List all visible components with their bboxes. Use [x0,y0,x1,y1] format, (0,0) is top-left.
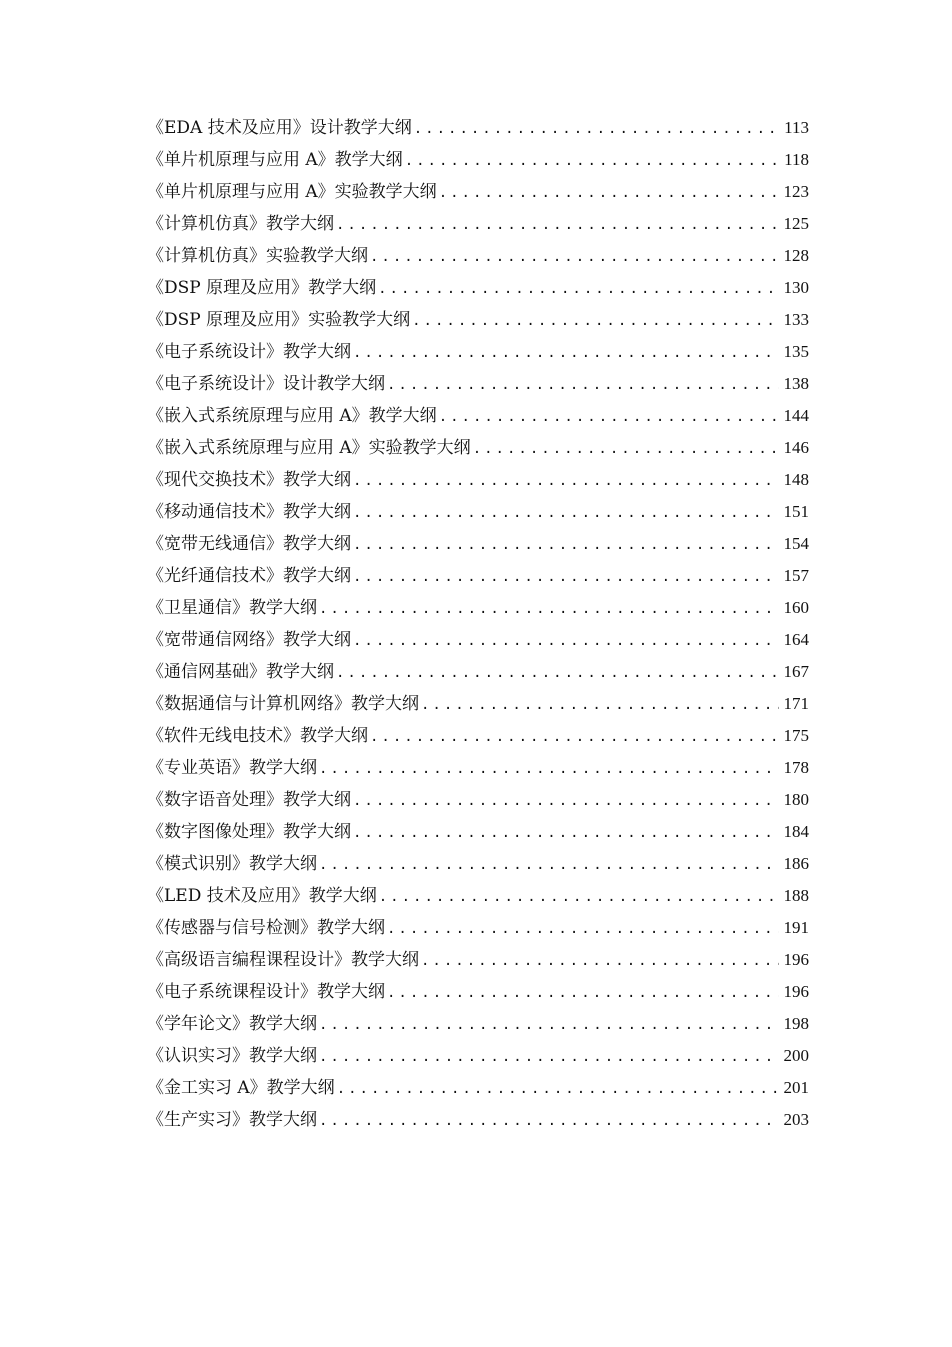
toc-entry-title: 《计算机仿真》实验教学大纲 [147,246,368,266]
toc-entry[interactable] [147,144,809,176]
toc-entry[interactable] [147,1104,809,1136]
toc-entry-title: 《电子系统设计》设计教学大纲 [147,374,385,394]
toc-page-number: 160 [783,598,809,617]
toc-entry[interactable] [147,1008,809,1040]
toc-page-number: 113 [784,118,809,137]
toc-page-number: 151 [783,502,809,521]
toc-dot-leader [353,785,779,817]
toc-entry[interactable] [147,688,809,720]
toc-dot-leader [353,625,779,657]
toc-page-number: 123 [783,182,809,201]
toc-entry[interactable] [147,1040,809,1072]
toc-entry-title: 《EDA 技术及应用》设计教学大纲 [147,118,412,138]
toc-page-number: 175 [783,726,809,745]
toc-entry[interactable] [147,816,809,848]
toc-page-number: 138 [783,374,809,393]
toc-entry[interactable] [147,464,809,496]
toc-dot-leader [421,945,779,977]
toc-page-number: 157 [783,566,809,585]
toc-entry[interactable] [147,112,809,144]
toc-page-number: 200 [783,1046,809,1065]
toc-page-number: 186 [783,854,809,873]
toc-page-number: 164 [783,630,809,649]
toc-dot-leader [378,273,779,305]
toc-entry-title: 《数字图像处理》教学大纲 [147,822,351,842]
toc-dot-leader [439,177,779,209]
toc-page-number: 135 [783,342,809,361]
toc-entry[interactable] [147,176,809,208]
toc-page-number: 198 [783,1014,809,1033]
toc-page-number: 184 [783,822,809,841]
toc-entry-title: 《宽带无线通信》教学大纲 [147,534,351,554]
toc-entry-title: 《计算机仿真》教学大纲 [147,214,334,234]
toc-entry-title: 《嵌入式系统原理与应用 A》实验教学大纲 [147,438,471,458]
toc-dot-leader [353,561,779,593]
toc-entry[interactable] [147,272,809,304]
toc-page-number: 180 [783,790,809,809]
toc-dot-leader [319,1009,779,1041]
toc-page-number: 188 [783,886,809,905]
toc-entry-title: 《金工实习 A》教学大纲 [147,1078,335,1098]
toc-entry[interactable] [147,976,809,1008]
toc-page-number: 191 [783,918,809,937]
toc-entry-title: 《电子系统设计》教学大纲 [147,342,351,362]
toc-dot-leader [379,881,779,913]
toc-entry[interactable] [147,624,809,656]
toc-entry[interactable] [147,720,809,752]
toc-dot-leader [319,753,779,785]
toc-dot-leader [319,1041,779,1073]
toc-page-number: 167 [783,662,809,681]
toc-dot-leader [319,593,779,625]
toc-page-number: 128 [783,246,809,265]
toc-page-number: 146 [783,438,809,457]
toc-entry-title: 《光纤通信技术》教学大纲 [147,566,351,586]
toc-dot-leader [337,1073,779,1105]
toc-entry[interactable] [147,944,809,976]
toc-entry-title: 《DSP 原理及应用》教学大纲 [147,278,377,298]
toc-page-number: 196 [783,950,809,969]
toc-dot-leader [405,145,779,177]
toc-entry[interactable] [147,432,809,464]
toc-entry-title: 《单片机原理与应用 A》实验教学大纲 [147,182,437,202]
toc-dot-leader [353,529,779,561]
toc-entry[interactable] [147,560,809,592]
toc-dot-leader [353,465,779,497]
toc-page-number: 171 [783,694,809,713]
toc-entry-title: 《宽带通信网络》教学大纲 [147,630,351,650]
toc-page-number: 133 [783,310,809,329]
toc-entry[interactable] [147,656,809,688]
toc-page-number: 196 [783,982,809,1001]
toc-entry-title: 《数据通信与计算机网络》教学大纲 [147,694,419,714]
toc-entry-title: 《LED 技术及应用》教学大纲 [147,886,377,906]
toc-entry-title: 《学年论文》教学大纲 [147,1014,317,1034]
toc-dot-leader [370,241,779,273]
toc-entry[interactable] [147,240,809,272]
toc-page-number: 144 [783,406,809,425]
toc-page-number: 148 [783,470,809,489]
toc-dot-leader [353,817,779,849]
toc-dot-leader [412,305,779,337]
toc-dot-leader [387,913,779,945]
toc-entry-title: 《生产实习》教学大纲 [147,1110,317,1130]
toc-dot-leader [336,657,779,689]
toc-page-number: 154 [783,534,809,553]
toc-entry[interactable] [147,848,809,880]
toc-entry[interactable] [147,592,809,624]
toc-entry-title: 《通信网基础》教学大纲 [147,662,334,682]
toc-entry-title: 《现代交换技术》教学大纲 [147,470,351,490]
toc-entry[interactable] [147,912,809,944]
toc-entry-title: 《认识实习》教学大纲 [147,1046,317,1066]
toc-entry-title: 《数字语音处理》教学大纲 [147,790,351,810]
toc-dot-leader [387,977,779,1009]
toc-entry-title: 《电子系统课程设计》教学大纲 [147,982,385,1002]
toc-entry[interactable] [147,336,809,368]
toc-entry-title: 《单片机原理与应用 A》教学大纲 [147,150,403,170]
toc-entry-title: 《嵌入式系统原理与应用 A》教学大纲 [147,406,437,426]
toc-page-number: 203 [783,1110,809,1129]
toc-entry-title: 《高级语言编程课程设计》教学大纲 [147,950,419,970]
toc-dot-leader [421,689,779,721]
toc-entry[interactable] [147,1072,809,1104]
toc-entry-title: 《移动通信技术》教学大纲 [147,502,351,522]
toc-entry-title: 《传感器与信号检测》教学大纲 [147,918,385,938]
toc-entry[interactable] [147,784,809,816]
toc-entry[interactable] [147,752,809,784]
toc-entry-title: 《卫星通信》教学大纲 [147,598,317,618]
toc-entry[interactable] [147,528,809,560]
toc-dot-leader [370,721,779,753]
toc-entry[interactable] [147,496,809,528]
toc-entry[interactable] [147,880,809,912]
toc-entry[interactable] [147,400,809,432]
toc-page-number: 130 [783,278,809,297]
toc-dot-leader [319,1105,779,1137]
toc-dot-leader [414,113,779,145]
toc-page-number: 201 [783,1078,809,1097]
toc-dot-leader [387,369,779,401]
toc-entry-title: 《DSP 原理及应用》实验教学大纲 [147,310,411,330]
toc-dot-leader [353,337,779,369]
toc-entry-title: 《软件无线电技术》教学大纲 [147,726,368,746]
toc-entry[interactable] [147,304,809,336]
toc-entry[interactable] [147,368,809,400]
toc-dot-leader [353,497,779,529]
toc-page-number: 118 [784,150,809,169]
toc-dot-leader [439,401,779,433]
toc-dot-leader [473,433,779,465]
toc-entry-title: 《模式识别》教学大纲 [147,854,317,874]
toc-entry-title: 《专业英语》教学大纲 [147,758,317,778]
table-of-contents [147,112,809,1136]
toc-page-number: 178 [783,758,809,777]
toc-dot-leader [319,849,779,881]
toc-dot-leader [336,209,779,241]
toc-entry[interactable] [147,208,809,240]
toc-page-number: 125 [783,214,809,233]
